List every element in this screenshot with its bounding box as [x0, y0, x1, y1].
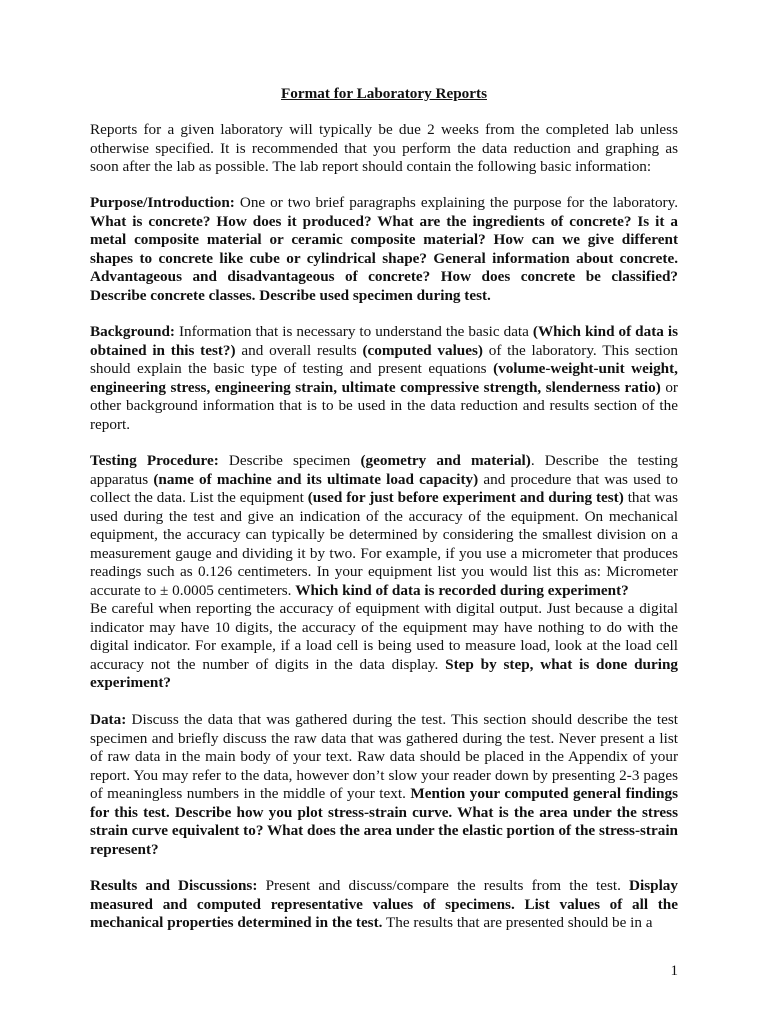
testing-bold-4: Which kind of data is recorded during experiment? — [295, 581, 629, 599]
data-heading: Data: — [90, 711, 127, 728]
testing-text-4: that was used during the test and give an indication of the accuracy of the equipment. On mechanical equipment, the accuracy can typically be determined by considering the smallest division on a measurement gauge and dividing it by two. For example, if you use a micrometer that produces readings such as 0.126 centimeters. In your equipment list you would list this as: Micrometer accurate to ± 0.0005 centimeters. — [90, 489, 678, 599]
purpose-text: One or two brief paragraphs explaining the purpose for the laboratory. — [234, 194, 678, 211]
testing-procedure-paragraph — [90, 452, 678, 600]
results-heading: Results and Discussions: — [90, 877, 258, 894]
purpose-paragraph — [90, 194, 678, 305]
careful-bold: Step by step, what is done during experiment? — [90, 655, 678, 691]
background-bold-2: (computed values) — [362, 341, 483, 359]
data-text: Discuss the data that was gathered during the test. This section should describe the test specimen and briefly discuss the raw data that was gathered during the test. Never present a list of raw data in the main body of your text. Raw data should be placed in the Appendix of your report. You may refer to the data, however don’t slow your reader down by presenting 2-3 pages of meaningless numbers in the middle of your text. — [90, 711, 678, 802]
careful-text: Be careful when reporting the accuracy of equipment with digital output. Just because a digital indicator may have 10 digits, the accuracy of the equipment may have nothing to do with the digital indicator. For example, if a load cell is being used to measure load, look at the load cell accuracy not the number of digits in the data display. — [90, 600, 678, 673]
testing-bold-1: (geometry and material) — [360, 452, 531, 469]
background-paragraph — [90, 323, 678, 434]
testing-text-1: Describe specimen — [218, 452, 361, 469]
testing-bold-3: (used for just before experiment and during test) — [307, 489, 624, 506]
testing-heading: Testing Procedure: — [90, 452, 219, 469]
background-bold-1: (Which kind of data is obtained in this test?) — [90, 323, 678, 359]
background-text-3: of the laboratory. This section should explain the basic type of testing and present equations — [90, 341, 679, 377]
background-heading: Background: — [90, 323, 175, 340]
background-text-1: Information that is necessary to understand the basic data — [174, 323, 533, 340]
background-bold-3: (volume-weight-unit weight, engineering stress, engineering strain, ultimate compressive strength, slenderness ratio) — [90, 360, 678, 396]
results-paragraph — [90, 877, 678, 933]
testing-text-3: and procedure that was used to collect the data. List the equipment — [90, 470, 678, 506]
results-text-1: Present and discuss/compare the results from the test. — [257, 877, 630, 894]
page-title: Format for Laboratory Reports — [281, 85, 487, 102]
testing-bold-2: (name of machine and its ultimate load capacity) — [153, 470, 479, 488]
results-bold: Display measured and computed representative values of specimens. List values of all the mechanical properties determined in the test. — [90, 877, 678, 931]
data-bold: Mention your computed general findings for this test. Describe how you plot stress-strain curve. What is the area under the stress strain curve equivalent to? What does the area under the elastic portion of the stress-strain represent? — [90, 785, 678, 858]
purpose-questions: What is concrete? How does it produced? What are the ingredients of concrete? Is it a metal composite material or ceramic composite material? How can we give different shapes to concrete like cube or cylindrical shape? General information about concrete. Advantageous and disadvantageous of concrete? How does concrete be classified? Describe concrete classes. Describe used specimen during test. — [90, 212, 678, 304]
background-text-2: and overall results — [235, 341, 363, 359]
purpose-heading: Purpose/Introduction: — [90, 194, 235, 211]
intro-paragraph: Reports for a given laboratory will typically be due 2 weeks from the completed lab unless otherwise specified. It is recommended that you perform the data reduction and graphing as soon after the lab as possible. The lab report should contain the following basic information: — [90, 121, 678, 175]
testing-text-2: . Describe the testing apparatus — [90, 452, 678, 488]
page-number: 1 — [670, 963, 678, 979]
results-text-2: The results that are presented should be in a — [382, 914, 653, 931]
data-paragraph — [90, 711, 678, 859]
background-text-4: or other background information that is to be used in the data reduction and results section of the report. — [90, 378, 678, 433]
digital-accuracy-paragraph — [90, 600, 678, 693]
